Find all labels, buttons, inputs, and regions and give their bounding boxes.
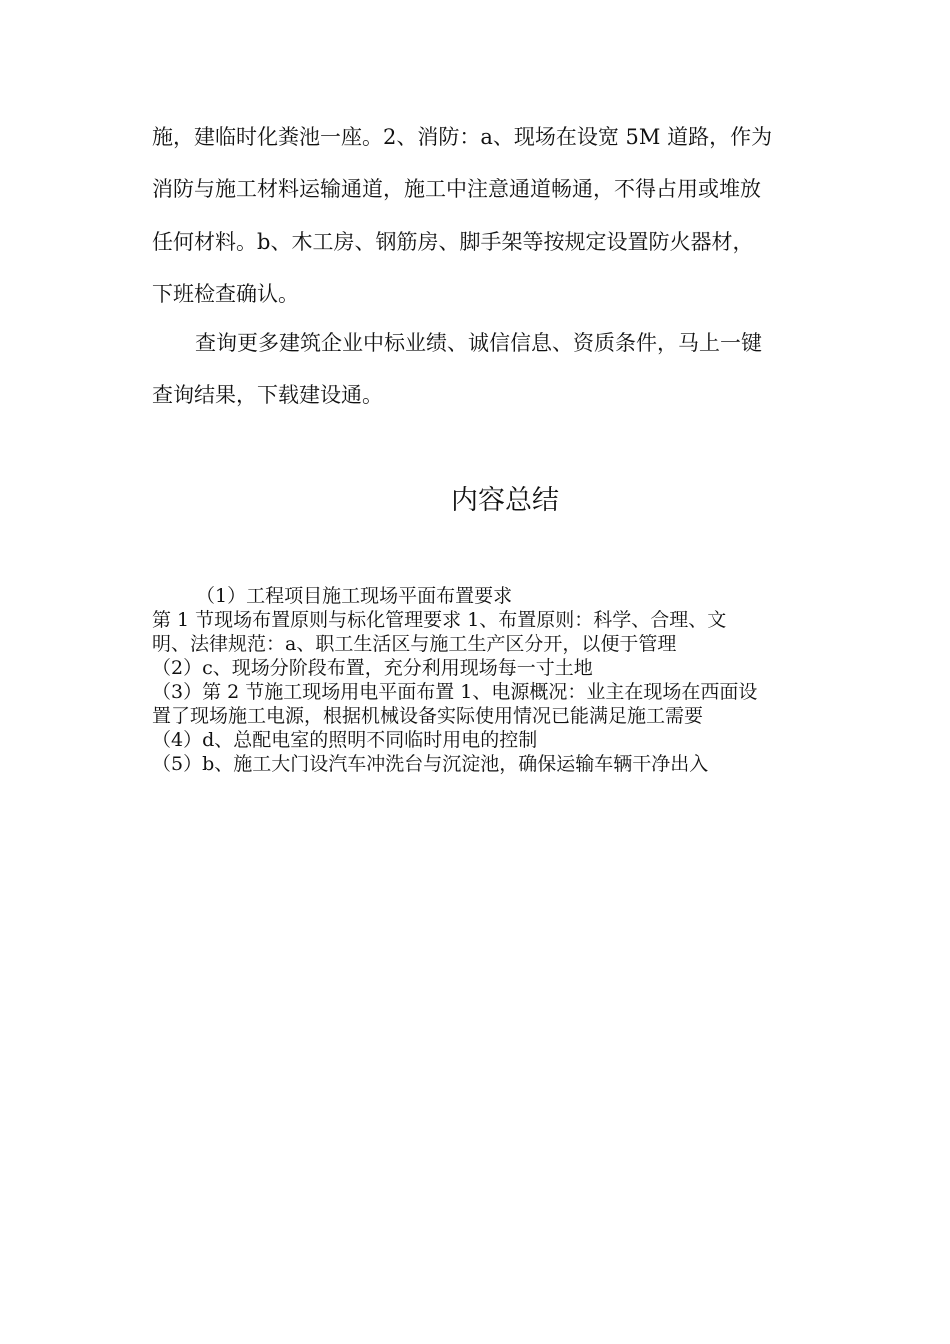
paragraph-line: 查询结果，下载建设通。 <box>152 383 383 407</box>
paragraph-line: 任何材料。b、木工房、钢筋房、脚手架等按规定设置防火器材， <box>152 230 754 254</box>
summary-line: （5）b、施工大门设汽车冲洗台与沉淀池，确保运输车辆干净出入 <box>152 753 709 775</box>
summary-line: （1）工程项目施工现场平面布置要求 <box>196 585 513 607</box>
paragraph-line: 消防与施工材料运输通道，施工中注意通道畅通，不得占用或堆放 <box>152 177 761 201</box>
paragraph-line: 查询更多建筑企业中标业绩、诚信信息、资质条件，马上一键 <box>195 331 762 355</box>
summary-line: （4）d、总配电室的照明不同临时用电的控制 <box>152 729 538 751</box>
paragraph-line: 下班检查确认。 <box>152 282 299 306</box>
summary-line: （3）第 2 节施工现场用电平面布置 1、电源概况：业主在现场在西面设 <box>152 681 758 703</box>
summary-line: 置了现场施工电源，根据机械设备实际使用情况已能满足施工需要 <box>152 705 704 727</box>
summary-line: （2）c、现场分阶段布置，充分利用现场每一寸土地 <box>152 657 593 679</box>
summary-line: 明、法律规范：a、职工生活区与施工生产区分开，以便于管理 <box>152 633 677 655</box>
summary-heading: 内容总结 <box>451 485 559 516</box>
summary-line: 第 1 节现场布置原则与标化管理要求 1、布置原则：科学、合理、文 <box>152 609 727 631</box>
paragraph-line: 施，建临时化粪池一座。2、消防：a、现场在设宽 5M 道路，作为 <box>152 125 773 149</box>
